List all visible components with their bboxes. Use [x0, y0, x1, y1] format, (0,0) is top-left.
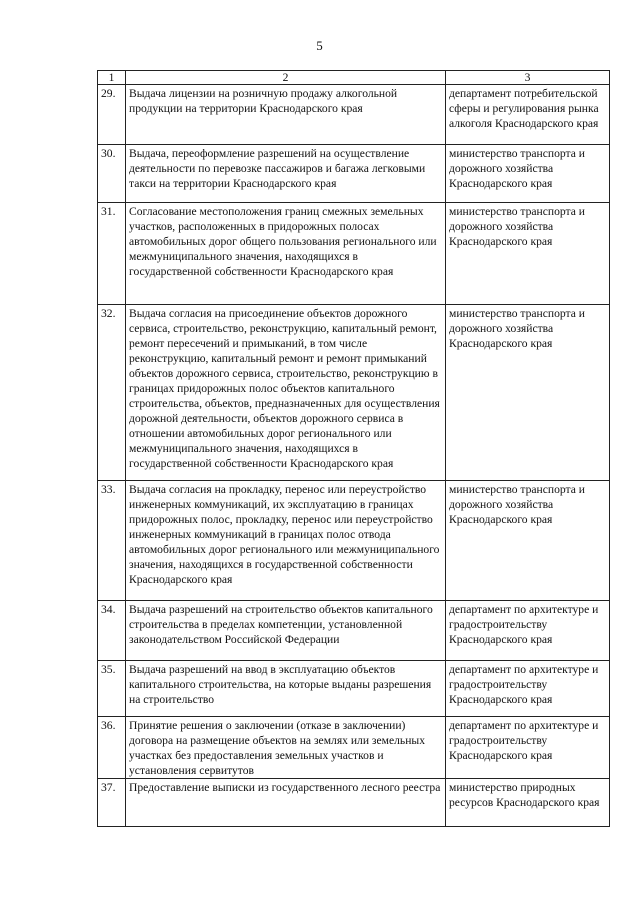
responsible-department: министерство транспорта и дорожного хозяйства Краснодарского края	[446, 145, 610, 203]
responsible-department: министерство транспорта и дорожного хозяйства Краснодарского края	[446, 203, 610, 305]
table-row	[98, 85, 610, 145]
responsible-department: департамент по архитектуре и градостроительству Краснодарского края	[446, 717, 610, 779]
service-name: Выдача разрешений на строительство объектов капитального строительства в пределах компетенции, установленной законодательством Российской Федерации	[126, 601, 446, 661]
row-number: 37.	[98, 779, 126, 827]
service-name: Выдача, переоформление разрешений на осуществление деятельности по перевозке пассажиров и багажа легковыми такси на территории Краснодарского края	[126, 145, 446, 203]
row-number: 30.	[98, 145, 126, 203]
responsible-department: министерство транспорта и дорожного хозяйства Краснодарского края	[446, 305, 610, 481]
table-row	[98, 779, 610, 827]
service-name: Согласование местоположения границ смежных земельных участков, расположенных в придорожных полосах автомобильных дорог общего пользования регионального или межмуниципального значения, находящихся в государственной собственности Краснодарского края	[126, 203, 446, 305]
responsible-department: департамент по архитектуре и градостроительству Краснодарского края	[446, 601, 610, 661]
row-number: 35.	[98, 661, 126, 717]
row-number: 29.	[98, 85, 126, 145]
header-row	[98, 71, 610, 85]
table-row	[98, 601, 610, 661]
service-name: Принятие решения о заключении (отказе в заключении) договора на размещение объектов на землях или земельных участках без предоставления земельных участков и установления сервитутов	[126, 717, 446, 779]
responsible-department: департамент потребительской сферы и регулирования рынка алкоголя Краснодарского края	[446, 85, 610, 145]
responsible-department: министерство транспорта и дорожного хозяйства Краснодарского края	[446, 481, 610, 601]
table-row	[98, 305, 610, 481]
table-row	[98, 717, 610, 779]
table-row	[98, 661, 610, 717]
table-row	[98, 145, 610, 203]
responsible-department: министерство природных ресурсов Краснодарского края	[446, 779, 610, 827]
responsible-department: департамент по архитектуре и градостроительству Краснодарского края	[446, 661, 610, 717]
service-name: Выдача согласия на прокладку, перенос или переустройство инженерных коммуникаций, их эксплуатацию в границах придорожных полос, прокладку, перенос или переустройство инженерных коммуникаций в границах полос отвода автомобильных дорог регионального или межмуниципального значения, находящихся в государственной собственности Краснодарского края	[126, 481, 446, 601]
service-name: Выдача разрешений на ввод в эксплуатацию объектов капитального строительства, на которые выданы разрешения на строительство	[126, 661, 446, 717]
service-name: Выдача лицензии на розничную продажу алкогольной продукции на территории Краснодарского края	[126, 85, 446, 145]
row-number: 34.	[98, 601, 126, 661]
services-table	[97, 70, 610, 827]
service-name: Выдача согласия на присоединение объектов дорожного сервиса, строительство, реконструкцию, капитальный ремонт, ремонт пересечений и примыканий, в том числе реконструкцию, капитальный ремонт и ремонт примыканий объектов дорожного сервиса, строительство, реконструкцию в границах придорожных полос объектов капитального строительства, объектов, предназначенных для осуществления дорожной деятельности, объектов дорожного сервиса в отношении автомобильных дорог регионального или межмуниципального значения, находящихся в государственной собственности Краснодарского края	[126, 305, 446, 481]
row-number: 36.	[98, 717, 126, 779]
table-row	[98, 203, 610, 305]
header-cell-2: 2	[126, 71, 446, 85]
table-row	[98, 481, 610, 601]
page-number: 5	[316, 38, 323, 53]
service-name: Предоставление выписки из государственного лесного реестра	[126, 779, 446, 827]
row-number: 31.	[98, 203, 126, 305]
row-number: 33.	[98, 481, 126, 601]
row-number: 32.	[98, 305, 126, 481]
header-cell-1: 1	[98, 71, 126, 85]
header-cell-3: 3	[446, 71, 610, 85]
